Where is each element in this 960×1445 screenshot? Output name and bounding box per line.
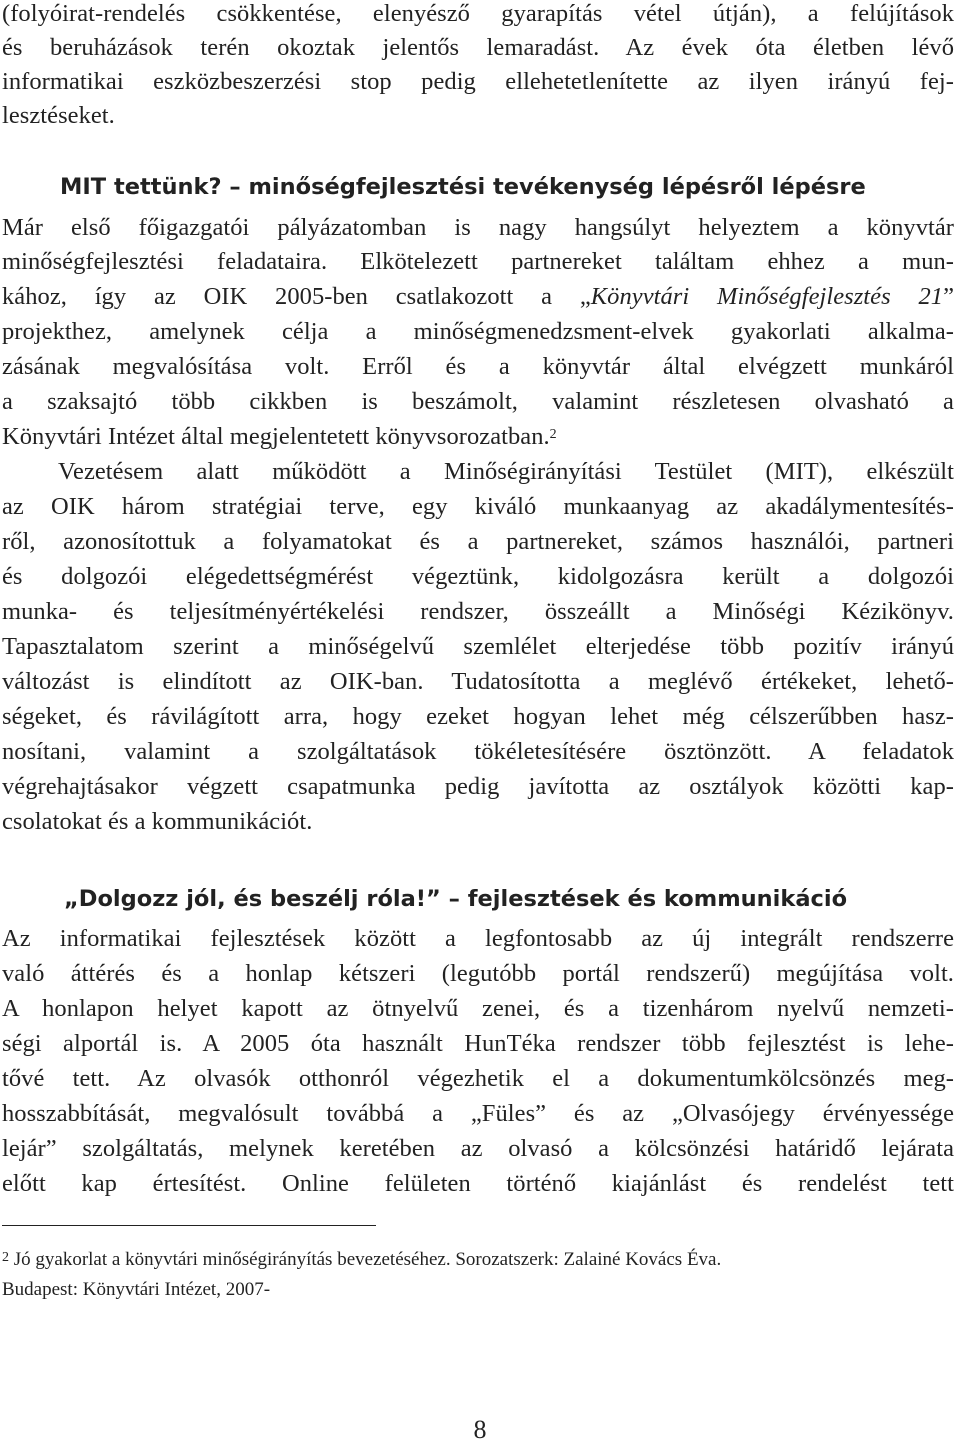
paragraph-line: minőségfejlesztési feladataira. Elkötelezett partnereket találtam ehhez a mun- — [2, 248, 954, 275]
paragraph-line: a szaksajtó több cikkben is beszámolt, valamint részletesen olvasható a — [2, 388, 954, 415]
paragraph-line: ségeket, és rávilágított arra, hogy ezeket hogyan lehet még célszerűbben hasz- — [2, 703, 954, 730]
paragraph-line: A honlapon helyet kapott az ötnyelvű zenei, és a tizenhárom nyelvű nemzeti- — [2, 995, 954, 1022]
intro-line: lesztéseket. — [2, 102, 115, 129]
paragraph-line: Tapasztalatom szerint a minőségelvű szemlélet elterjedése több pozitív irányú — [2, 633, 954, 660]
section-heading-mit — [60, 170, 866, 204]
intro-line: és beruházások terén okoztak jelentős lemaradást. Az évek óta életben lévő — [2, 34, 954, 61]
paragraph-text: Könyvtári Intézet által megjelentetett könyvsorozatban. — [2, 423, 550, 450]
heading-lead: MIT tettünk? — [60, 174, 222, 200]
paragraph-line: nosítani, valamint a szolgáltatások tökéletesítésére ösztönzött. A feladatok — [2, 738, 954, 765]
paragraph-line-last — [2, 420, 954, 454]
footnote-reference: 2 — [549, 427, 557, 442]
heading-lead: „Dolgozz jól, és beszélj róla!” — [64, 886, 441, 912]
footnote-number: 2 — [2, 1250, 9, 1265]
heading-rest: – minőségfejlesztési tevékenység lépésről lépésre — [221, 174, 866, 200]
paragraph-line: lejár” szolgáltatás, melynek keretében az olvasó a kölcsönzési határidő lejárata — [2, 1135, 954, 1162]
paragraph-line: végrehajtásakor végzett csapatmunka pedig javította az osztályok közötti kap- — [2, 773, 954, 800]
paragraph-line: ről, azonosítottuk a folyamatokat és a partnereket, számos használói, partneri — [2, 528, 954, 555]
footnote-line — [2, 1245, 954, 1275]
paragraph-line: Az informatikai fejlesztések között a legfontosabb az új integrált rendszerre — [2, 925, 954, 952]
paragraph-line: és dolgozói elégedettségmérést végeztünk, kidolgozásra került a dolgozói — [2, 563, 954, 590]
footnote-line: Budapest: Könyvtári Intézet, 2007- — [2, 1279, 271, 1300]
project-title: Könyvtári Minőségfejlesztés 21 — [590, 283, 944, 310]
paragraph-line: az OIK három stratégiai terve, egy kiváló munkaanyag az akadálymentesítés- — [2, 493, 954, 520]
paragraph-line: hosszabbítását, megvalósult továbbá a „Füles” és az „Olvasójegy érvényessége — [2, 1100, 954, 1127]
paragraph-line: csolatokat és a kommunikációt. — [2, 808, 313, 835]
paragraph-line: Vezetésem alatt működött a Minőségirányítási Testület (MIT), elkészült — [58, 458, 954, 485]
paragraph-line: való áttérés és a honlap kétszeri (legutóbb portál rendszerű) megújítása volt. — [2, 960, 954, 987]
paragraph-line: projekthez, amelynek célja a minőségmenedzsment-elvek gyakorlati alkalma- — [2, 318, 954, 345]
heading-rest: – fejlesztések és kommunikáció — [440, 886, 848, 912]
footnote-text: Jó gyakorlat a könyvtári minőségirányítás bevezetéséhez. Sorozatszerk: Zalainé Kovács Éva. — [9, 1249, 722, 1270]
text-before-title: kához, így az OIK 2005-ben csatlakozott a „ — [2, 283, 591, 310]
intro-line: (folyóirat-rendelés csökkentése, elenyésző gyarapítás vétel útján), a felújítások — [2, 0, 954, 27]
paragraph-line: tővé tett. Az olvasók otthonról végezhetik el a dokumentumkölcsönzés meg- — [2, 1065, 954, 1092]
paragraph-line: előtt kap értesítést. Online felületen történő kiajánlást és rendelést tett — [2, 1170, 954, 1197]
paragraph-line: változást is elindított az OIK-ban. Tudatosította a meglévő értékeket, lehető- — [2, 668, 954, 695]
text-after-title: ” — [943, 283, 954, 310]
intro-line: informatikai eszközbeszerzési stop pedig ellehetetlenítette az ilyen irányú fej- — [2, 68, 954, 95]
paragraph-line: munka- és teljesítményértékelési rendszer, összeállt a Minőségi Kézikönyv. — [2, 598, 954, 625]
paragraph-line: zásának megvalósítása volt. Erről és a könyvtár által elvégzett munkáról — [2, 353, 954, 380]
paragraph-line: Már első főigazgatói pályázatomban is nagy hangsúlyt helyeztem a könyvtár — [2, 214, 954, 241]
section-heading-communication — [64, 882, 847, 916]
paragraph-line: ségi alportál is. A 2005 óta használt HunTéka rendszer több fejlesztést is lehe- — [2, 1030, 954, 1057]
footnote-separator — [2, 1225, 376, 1226]
paragraph-line-with-title — [2, 280, 954, 314]
page-number: 8 — [473, 1415, 487, 1444]
